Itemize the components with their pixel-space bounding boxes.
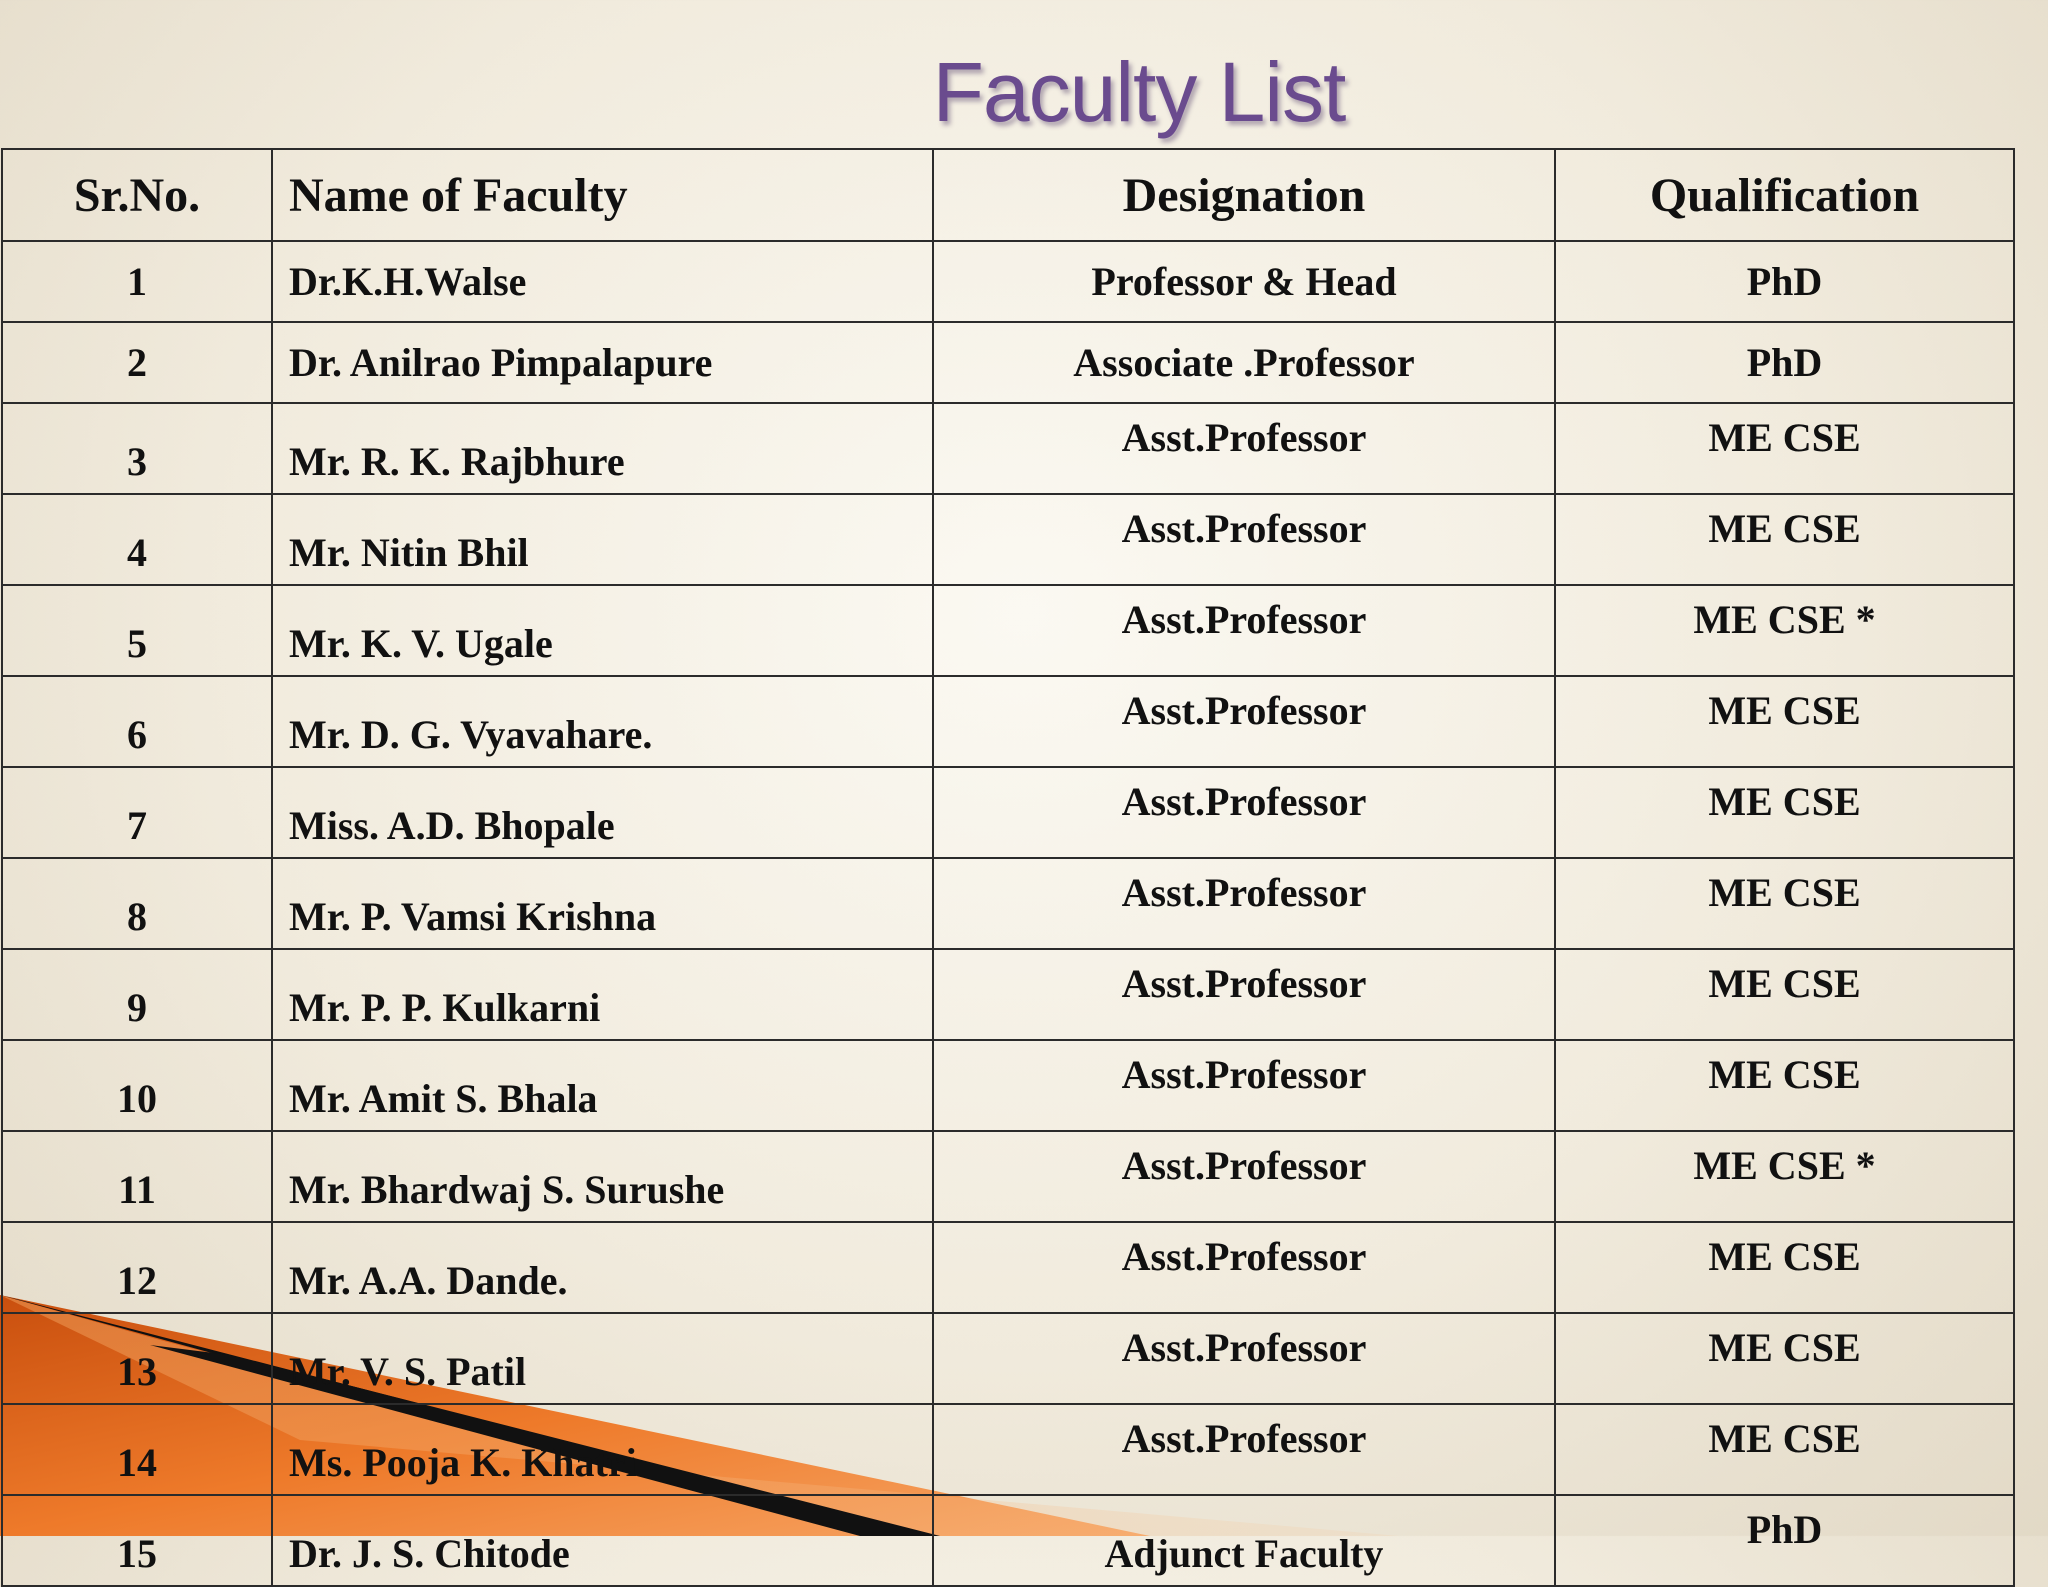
name-cell: Dr.K.H.Walse [272,241,933,322]
designation-cell: Associate .Professor [933,322,1555,403]
designation-cell: Asst.Professor [933,767,1555,858]
table-row [2,322,2014,403]
name-cell: Miss. A.D. Bhopale [272,767,933,858]
sr-cell: 2 [2,322,272,403]
name-cell: Dr. Anilrao Pimpalapure [272,322,933,403]
table-row [2,676,2014,767]
name-cell: Mr. A.A. Dande. [272,1222,933,1313]
table-row [2,1131,2014,1222]
name-cell: Mr. Amit S. Bhala [272,1040,933,1131]
sr-cell: 4 [2,494,272,585]
qualification-cell: PhD [1555,1495,2014,1586]
header-designation: Designation [933,149,1555,241]
qualification-cell: ME CSE [1555,494,2014,585]
table-row [2,1313,2014,1404]
designation-cell: Asst.Professor [933,1404,1555,1495]
sr-cell: 5 [2,585,272,676]
designation-cell: Asst.Professor [933,676,1555,767]
sr-cell: 12 [2,1222,272,1313]
qualification-cell: ME CSE [1555,1222,2014,1313]
designation-cell: Adjunct Faculty [933,1495,1555,1586]
sr-cell: 13 [2,1313,272,1404]
name-cell: Mr. P. P. Kulkarni [272,949,933,1040]
designation-cell: Asst.Professor [933,585,1555,676]
table-row [2,403,2014,494]
designation-cell: Asst.Professor [933,949,1555,1040]
sr-cell: 6 [2,676,272,767]
designation-cell: Asst.Professor [933,858,1555,949]
table-row [2,585,2014,676]
qualification-cell: ME CSE [1555,858,2014,949]
header-sr-no: Sr.No. [2,149,272,241]
designation-cell: Asst.Professor [933,1040,1555,1131]
sr-cell: 3 [2,403,272,494]
qualification-cell: ME CSE [1555,403,2014,494]
sr-cell: 9 [2,949,272,1040]
qualification-cell: ME CSE [1555,1404,2014,1495]
table-row [2,767,2014,858]
table-row [2,241,2014,322]
table-row [2,1040,2014,1131]
name-cell: Mr. R. K. Rajbhure [272,403,933,494]
sr-cell: 11 [2,1131,272,1222]
table-row [2,1222,2014,1313]
qualification-cell: ME CSE [1555,1040,2014,1131]
qualification-cell: ME CSE * [1555,585,2014,676]
sr-cell: 15 [2,1495,272,1586]
sr-cell: 1 [2,241,272,322]
sr-cell: 10 [2,1040,272,1131]
faculty-table [1,148,2015,1587]
name-cell: Dr. J. S. Chitode [272,1495,933,1586]
table-row [2,858,2014,949]
table-row [2,949,2014,1040]
designation-cell: Asst.Professor [933,1313,1555,1404]
page-title: Faculty List [932,45,1346,139]
name-cell: Mr. V. S. Patil [272,1313,933,1404]
table-row [2,494,2014,585]
name-cell: Mr. P. Vamsi Krishna [272,858,933,949]
qualification-cell: ME CSE [1555,767,2014,858]
qualification-cell: ME CSE * [1555,1131,2014,1222]
qualification-cell: ME CSE [1555,1313,2014,1404]
designation-cell: Asst.Professor [933,1131,1555,1222]
designation-cell: Asst.Professor [933,494,1555,585]
designation-cell: Professor & Head [933,241,1555,322]
table-row [2,1495,2014,1586]
sr-cell: 7 [2,767,272,858]
name-cell: Mr. K. V. Ugale [272,585,933,676]
qualification-cell: PhD [1555,241,2014,322]
header-name: Name of Faculty [272,149,933,241]
qualification-cell: PhD [1555,322,2014,403]
name-cell: Mr. Nitin Bhil [272,494,933,585]
name-cell: Ms. Pooja K. Khatri [272,1404,933,1495]
designation-cell: Asst.Professor [933,1222,1555,1313]
sr-cell: 8 [2,858,272,949]
name-cell: Mr. Bhardwaj S. Surushe [272,1131,933,1222]
qualification-cell: ME CSE [1555,676,2014,767]
table-row [2,1404,2014,1495]
header-qualification: Qualification [1555,149,2014,241]
table-header-row [2,149,2014,241]
name-cell: Mr. D. G. Vyavahare. [272,676,933,767]
qualification-cell: ME CSE [1555,949,2014,1040]
sr-cell: 14 [2,1404,272,1495]
designation-cell: Asst.Professor [933,403,1555,494]
